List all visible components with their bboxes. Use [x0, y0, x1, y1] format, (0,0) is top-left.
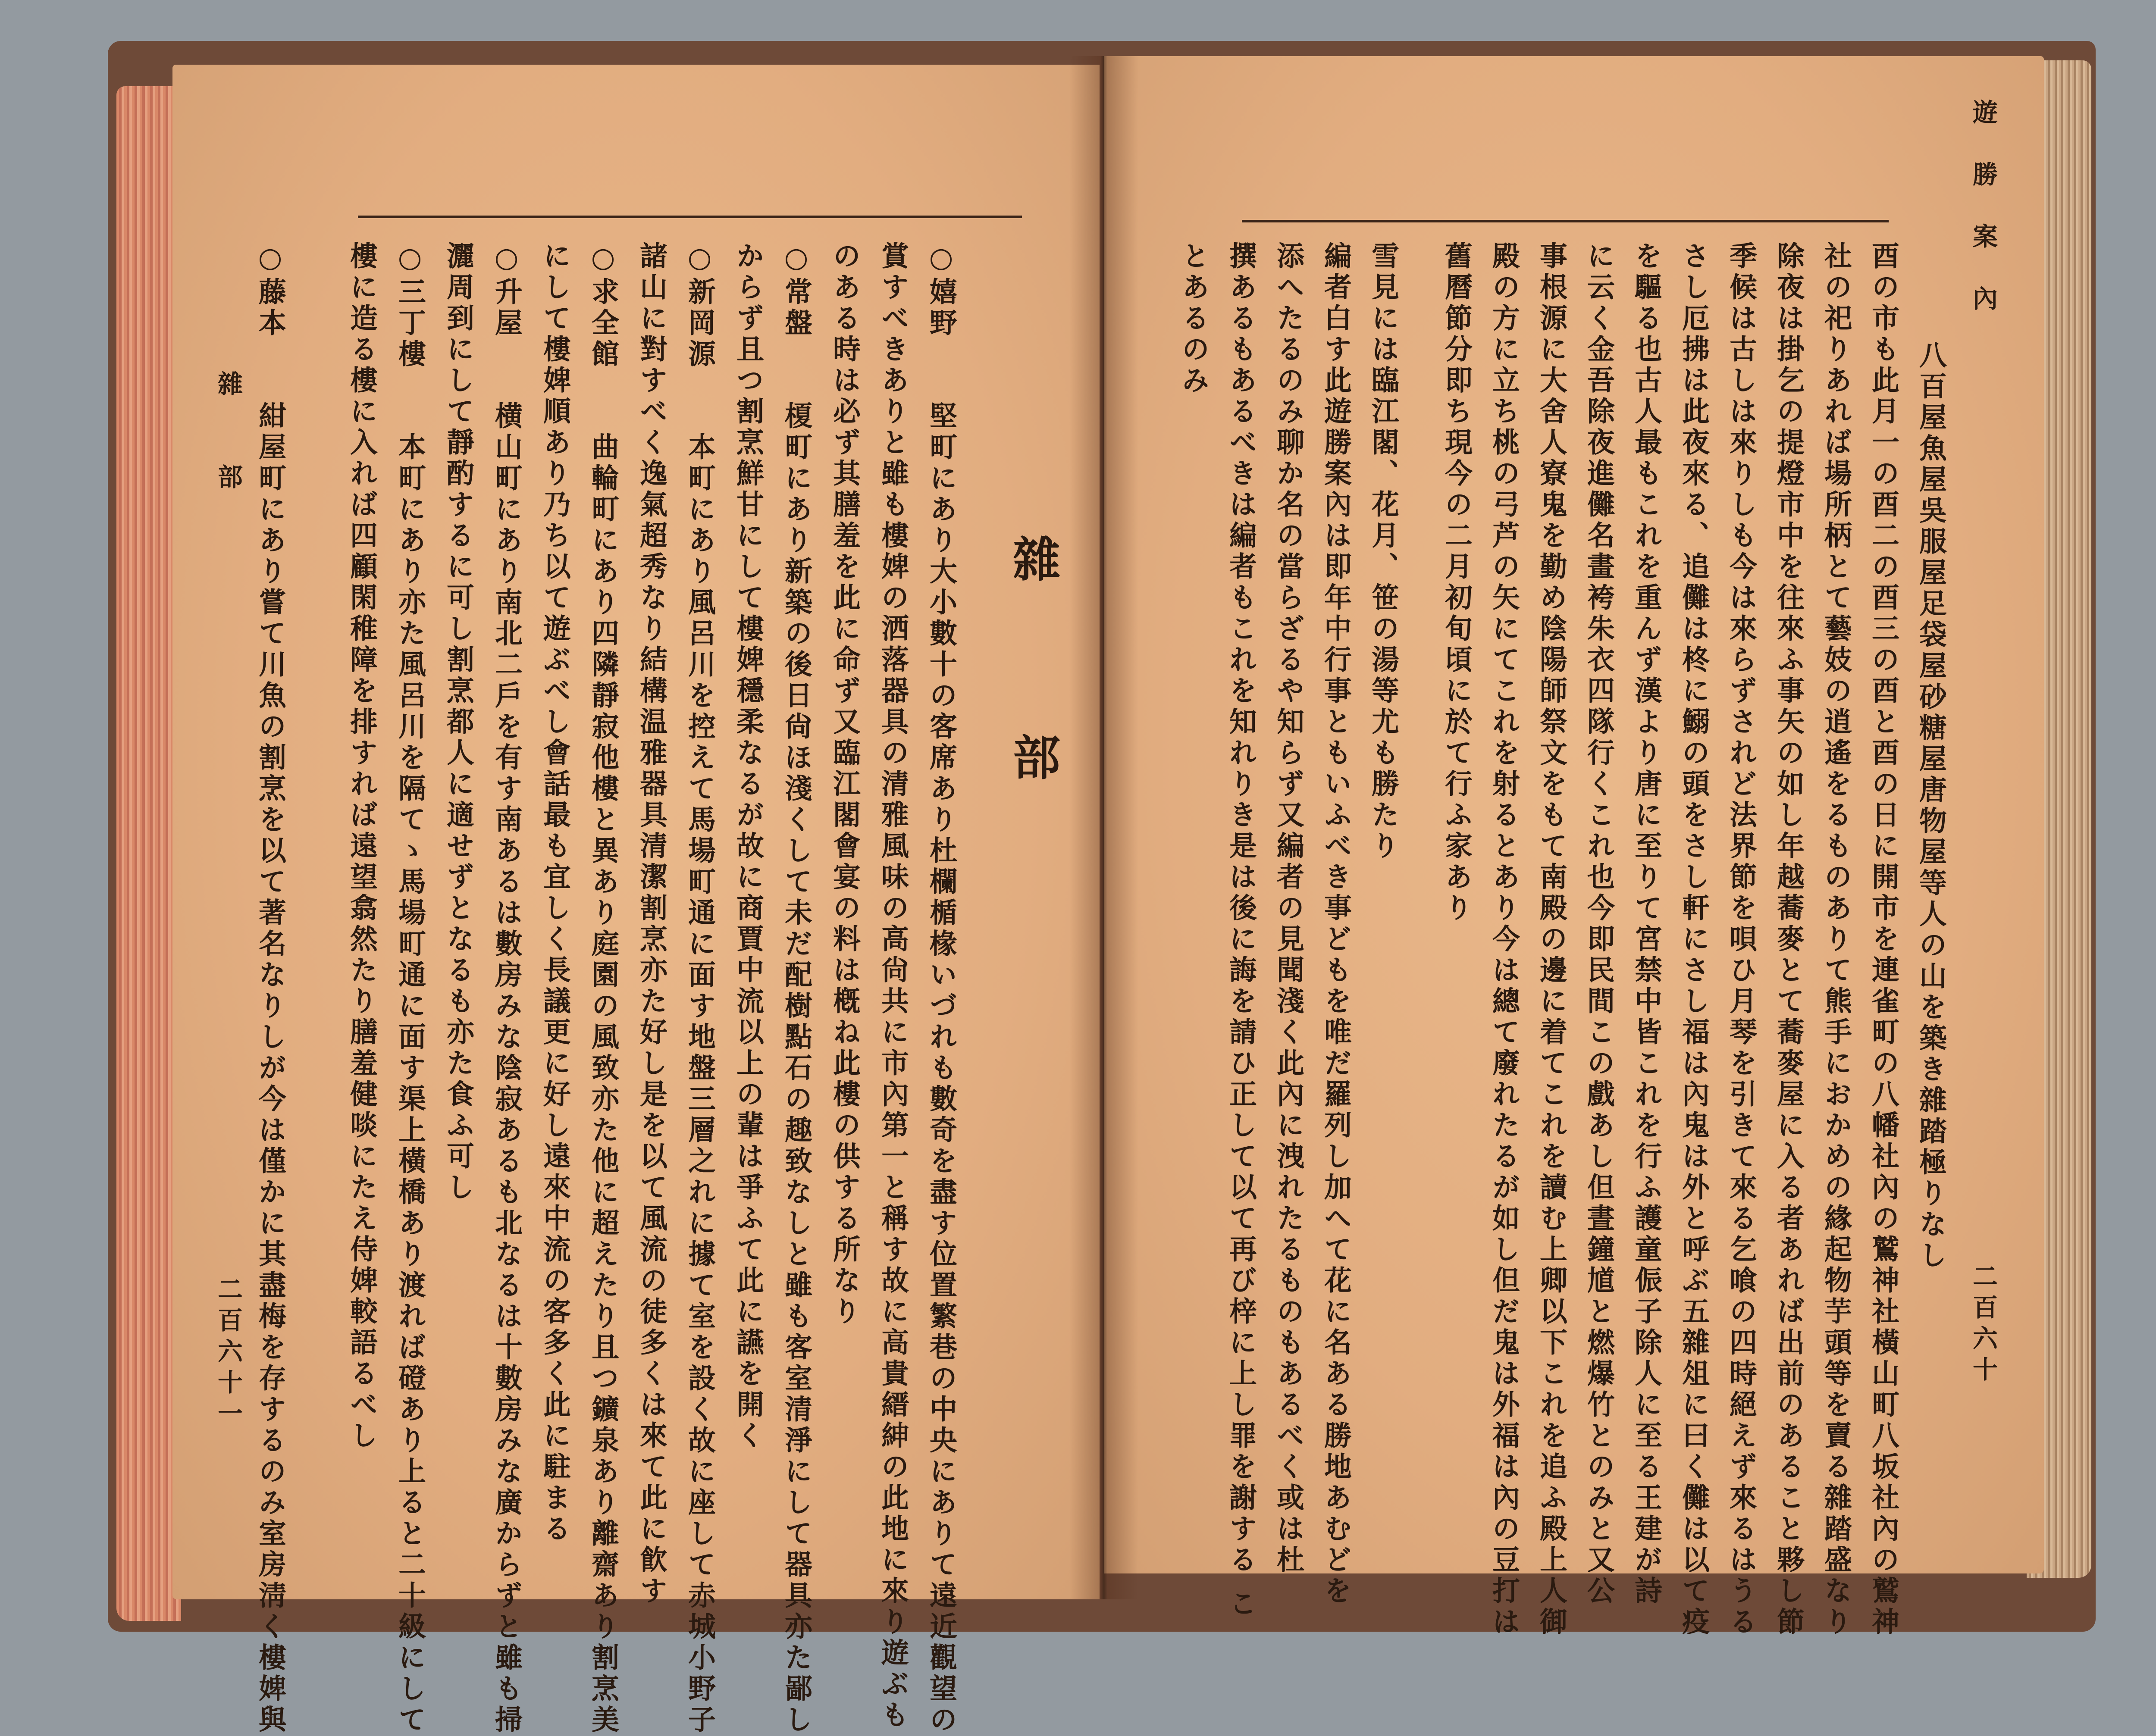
text-line: 事根源に大舍人寮鬼を勤め陰陽師祭文をもて南殿の邊に着てこれを讀む上卿以下これを追ふ殿上人御 [1535, 241, 1567, 1638]
text-line: 添へたるのみ聊か名の當らざるや知らず又編者の見聞淺く此內に洩れたるものもあるべく或は杜 [1272, 241, 1304, 1576]
right-page-number: 二百六十 [1968, 1263, 1998, 1387]
text-line: 社の祀りあれば場所柄とて藝妓の逍遙をるものありて熊手におかめの緣起物芋頭等を賣る雜踏盛なり [1820, 241, 1852, 1638]
entry-line: 諸山に對すべく逸氣超秀なり結構温雅器具清潔割烹亦た好し是を以て風流の徒多くは來て此に飮す [635, 241, 667, 1607]
entry-line: からず且つ割烹鮮甘にして樓婢穩柔なるが故に商賈中流以上の輩は爭ふて此に讌を開く [732, 241, 764, 1452]
entry-line: 灑周到にして靜酌するに可し割烹都人に適せずとなるも亦た食ふ可し [442, 241, 474, 1204]
entry-line: ○常盤 榎町にあり新築の後日尙ほ淺くして未だ配樹點石の趣致なしと雖も客室清淨にして器具亦た鄙し [780, 241, 812, 1736]
entry-line: ○升屋 横山町にあり南北二戶を有す南あるは數房みな陰寂あるも北なるは十數房みな廣からずと雖も掃 [490, 241, 523, 1736]
entry-line: 樓に造る樓に入れば四顧閑稚障を排すれば遠望翕然たり膳羞健啖にたえ侍婢較語るべし [345, 241, 378, 1452]
left-page-top-rule [358, 216, 1022, 218]
book-gutter [1069, 56, 1138, 1599]
text-line: 撰あるもあるべきは編者もこれを知れりき是は後に誨を請ひ正して以て再び梓に上し罪を謝する こ [1225, 241, 1257, 1620]
left-page-edges [116, 86, 181, 1621]
text-line: 酉の市も此月一の酉二の酉三の酉と酉の日に開市を連雀町の八幡社內の鷲神社橫山町八坂社內の鷲神 [1867, 241, 1899, 1638]
text-line: さし厄拂は此夜來る、追儺は柊に鰯の頭をさし軒にさし福は內鬼は外と呼ぶ五雜俎に曰く儺は以て疫 [1677, 241, 1710, 1638]
section-title: 雜 部 [1005, 535, 1061, 832]
running-head: 遊 勝 案 內 [1968, 99, 1998, 316]
entry-line: ○新岡源 本町にあり風呂川を控えて馬場町通に面す地盤三層之れに據て室を設く故に座して赤城小野子 [683, 241, 716, 1736]
text-line: 雪見には臨江閣、花月、笹の湯等尤も勝たり [1367, 241, 1399, 862]
text-line: 除夜は掛乞の提燈市中を往來ふ事矢の如し年越蕎麥とて蕎麥屋に入る者あれば出前のあること夥し節 [1772, 241, 1805, 1638]
entry-line: ○藤本 紺屋町にあり嘗て川魚の割烹を以て著名なりしが今は僅かに其盡梅を存するのみ室房淸く樓婢與 [254, 241, 286, 1736]
entry-line: ○求全館 曲輪町にあり四隣靜寂他樓と異あり庭園の風致亦た他に超えたり且つ鑛泉あり離齋あり割烹美 [587, 241, 619, 1736]
text-line: 殿の方に立ち桃の弓芦の矢にてこれを射るとあり今は總て廢れたるが如し但だ鬼は外福は內の豆打は [1488, 241, 1520, 1638]
left-page-number: 二百六十一 [213, 1276, 243, 1431]
text-line: に云く金吾除夜進儺名畫袴朱衣四隊行くこれ也今即民間この戲あし但晝鐘馗と燃爆竹とのみと又公 [1583, 241, 1615, 1607]
text-line: 編者白す此遊勝案內は即年中行事ともいふべき事どもを唯だ羅列し加へて花に名ある勝地あむどを [1319, 241, 1352, 1607]
right-page-top-rule [1242, 220, 1889, 222]
text-line: 季候は古しは來りしも今は來らずされど法界節を唄ひ月琴を引きて來る乞喰の四時絕えず來るはうる [1725, 241, 1757, 1638]
entry-line: にして樓婢順あり乃ち以て遊ぶべし會話最も宜しく長議更に好し遠來中流の客多く此に駐まる [539, 241, 571, 1545]
footer-section-label: 雜 部 [213, 371, 243, 495]
entry-line: 賞すべきありと雖も樓婢の洒落器具の清雅風味の高尙共に市內第一と稱す故に高貴縉紳の此地に來り遊ぶも [877, 241, 909, 1731]
text-line: を驅る也古人最もこれを重んず漢より唐に至りて宮禁中皆これを行ふ護童侲子除人に至る王建が詩 [1630, 241, 1662, 1607]
text-line: とあるのみ [1177, 241, 1210, 397]
entry-line: のある時は必ず其膳羞を此に命ず又臨江閣會宴の料は槪ね此樓の供する所なり [828, 241, 861, 1328]
text-line: 八百屋魚屋吳服屋足袋屋砂糖屋唐物屋等人の山を築き雜踏極りなし [1915, 341, 1947, 1272]
text-line: 舊曆節分即ち現今の二月初旬頃に於て行ふ家あり [1440, 241, 1473, 924]
entry-line: ○嬉野 堅町にあり大小數十の客席あり杜欄楯椽いづれも數奇を盡す位置繁巷の中央にありて遠近觀望の [925, 241, 957, 1736]
entry-line: ○三丁樓 本町にあり亦た風呂川を隔てゝ馬場町通に面す渠上橫橋あり渡れば磴あり上ると二十級にして [394, 241, 426, 1736]
